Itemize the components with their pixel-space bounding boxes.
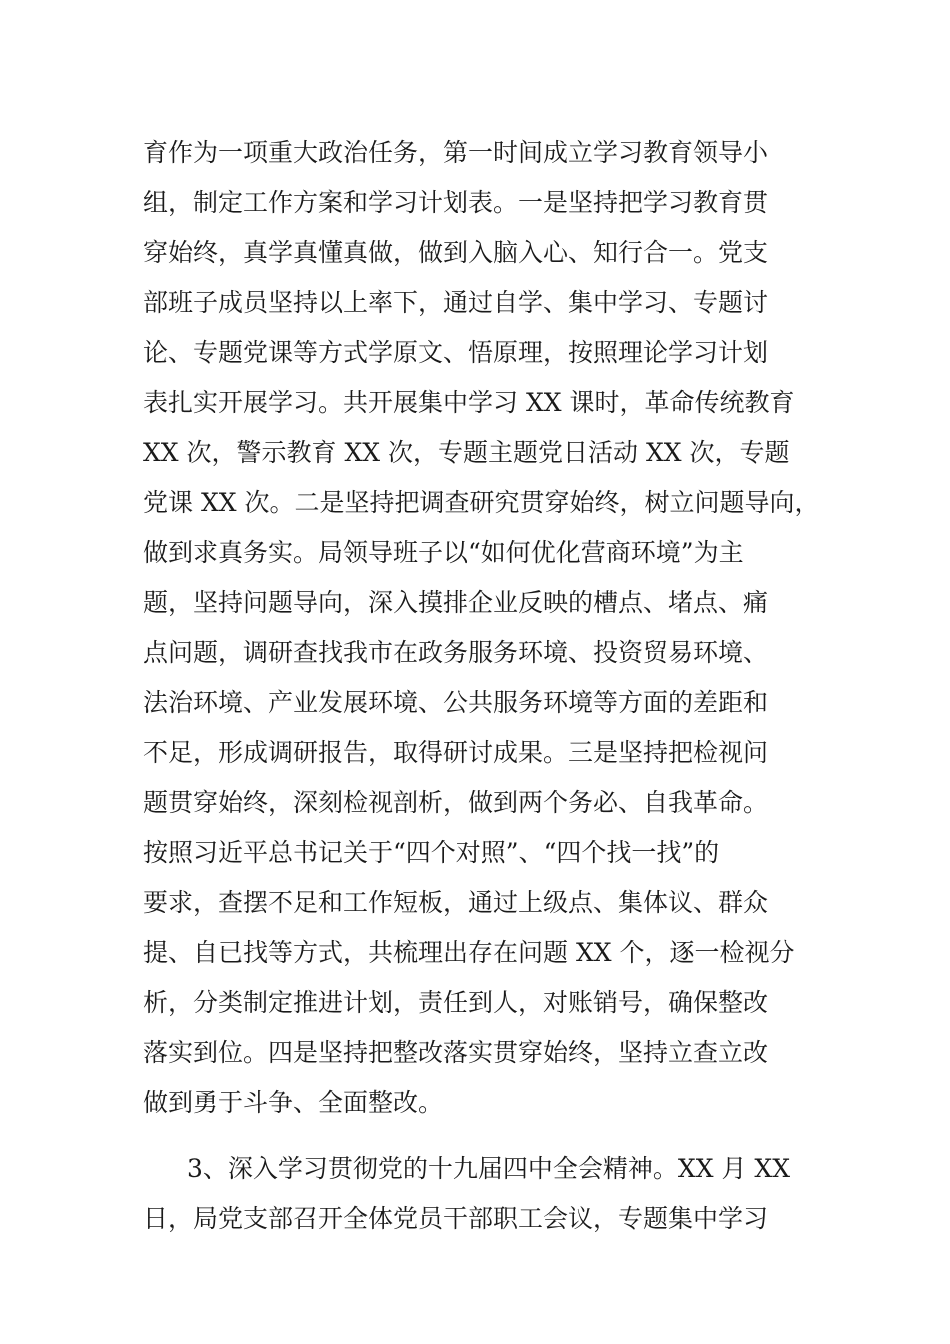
text-line: 3、深入学习贯彻党的十九届四中全会精神。XX 月 XX [187,1154,790,1183]
text-line: 做到勇于斗争、全面整改。 [143,1088,444,1117]
paragraph-gap [143,1128,823,1144]
text-line: 法治环境、产业发展环境、公共服务环境等方面的差距和 [143,688,769,717]
text-line: 日，局党支部召开全体党员干部职工会议，专题集中学习 [143,1204,769,1233]
text-line: 组，制定工作方案和学习计划表。一是坚持把学习教育贯 [143,188,769,217]
text-line: 部班子成员坚持以上率下，通过自学、集中学习、专题讨 [143,288,769,317]
text-line: 育作为一项重大政治任务，第一时间成立学习教育领导小 [143,138,769,167]
text-line: 穿始终，真学真懂真做，做到入脑入心、知行合一。党支 [143,238,769,267]
text-line: 论、专题党课等方式学原文、悟原理，按照理论学习计划 [143,338,769,367]
text-line: 党课 XX 次。二是坚持把调查研究贯穿始终，树立问题导向， [143,488,820,517]
text-line: 做到求真务实。局领导班子以“如何优化营商环境”为主 [143,538,744,567]
text-line: 表扎实开展学习。共开展集中学习 XX 课时，革命传统教育 [143,388,795,417]
text-line: 题贯穿始终，深刻检视剖析，做到两个务必、自我革命。 [143,788,769,817]
text-line: 题，坚持问题导向，深入摸排企业反映的槽点、堵点、痛 [143,588,769,617]
text-line: 析，分类制定推进计划，责任到人，对账销号，确保整改 [143,988,769,1017]
text-line: 按照习近平总书记关于“四个对照”、“四个找一找”的 [143,838,720,867]
text-line: 提、自已找等方式，共梳理出存在问题 XX 个，逐一检视分 [143,938,795,967]
paragraph-1 [143,128,823,1128]
text-line: 不足，形成调研报告，取得研讨成果。三是坚持把检视问 [143,738,769,767]
paragraph-2 [143,1144,823,1244]
text-line: XX 次，警示教育 XX 次，专题主题党日活动 XX 次，专题 [143,438,790,467]
body-text [143,128,823,1244]
text-line: 落实到位。四是坚持把整改落实贯穿始终，坚持立查立改 [143,1038,769,1067]
text-line: 点问题，调研查找我市在政务服务环境、投资贸易环境、 [143,638,769,667]
text-line: 要求，查摆不足和工作短板，通过上级点、集体议、群众 [143,888,769,917]
